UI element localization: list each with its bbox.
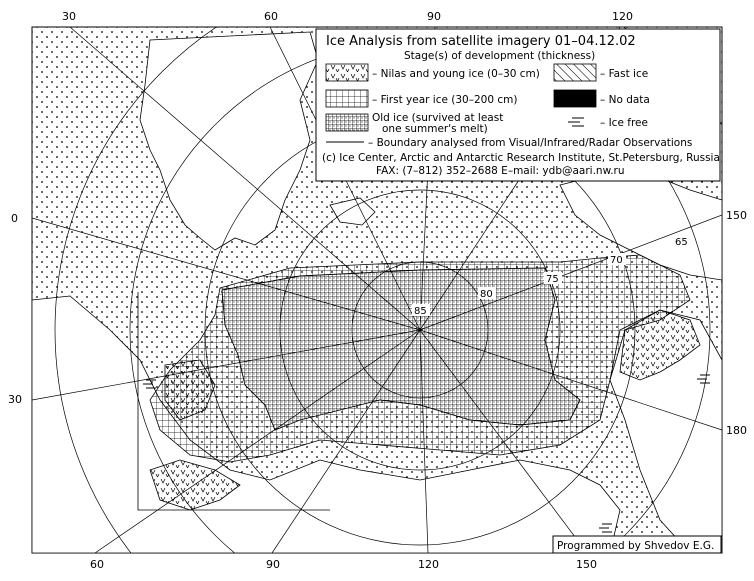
legend-swatch-nilas (326, 64, 368, 81)
tick-top-30: 30 (62, 10, 76, 23)
tick-bottom-60: 60 (90, 558, 104, 571)
legend-copyright: (c) Ice Center, Arctic and Antarctic Research Institute, St.Petersburg, Russia (322, 152, 720, 164)
legend-label-nilas: – Nilas and young ice (0–30 cm) (372, 68, 540, 80)
credit-text: Programmed by Shvedov E.G. (557, 540, 715, 552)
lat-label-75: 75 (546, 274, 559, 285)
legend-swatch-old (326, 114, 368, 131)
legend-label-first-year: – First year ice (30–200 cm) (372, 94, 518, 106)
legend-label-old-1: Old ice (survived at least (372, 112, 504, 124)
tick-bottom-90: 90 (266, 558, 280, 571)
legend-label-old-2: one summer's melt) (382, 123, 488, 135)
legend-label-no-data: – No data (600, 94, 650, 106)
legend-label-fast: – Fast ice (600, 68, 649, 80)
lat-label-65: 65 (675, 237, 688, 248)
tick-left-0: 0 (11, 212, 18, 225)
tick-top-90: 90 (427, 10, 441, 23)
tick-top-120: 120 (612, 10, 633, 23)
lat-label-80: 80 (480, 289, 493, 300)
lat-label-70: 70 (610, 255, 623, 266)
legend-label-ice-free: – Ice free (600, 117, 648, 129)
tick-right-150: 150 (726, 209, 747, 222)
tick-bottom-120: 120 (418, 558, 439, 571)
legend (316, 29, 720, 181)
legend-swatch-fast (554, 64, 596, 81)
legend-subtitle: Stage(s) of development (thickness) (404, 50, 596, 62)
legend-swatch-first-year (326, 90, 368, 107)
tick-bottom-150: 150 (576, 558, 597, 571)
legend-contact: FAX: (7–812) 352–2688 E–mail: ydb@aari.nw.ru (376, 165, 625, 177)
legend-swatch-no-data (554, 90, 596, 107)
lat-label-85: 85 (414, 306, 427, 317)
tick-top-60: 60 (264, 10, 278, 23)
legend-label-boundary: – Boundary analysed from Visual/Infrared/Radar Observations (368, 137, 693, 149)
tick-left-30: 30 (8, 393, 22, 406)
legend-title: Ice Analysis from satellite imagery 01–04.12.02 (326, 34, 636, 49)
tick-right-180: 180 (726, 424, 747, 437)
